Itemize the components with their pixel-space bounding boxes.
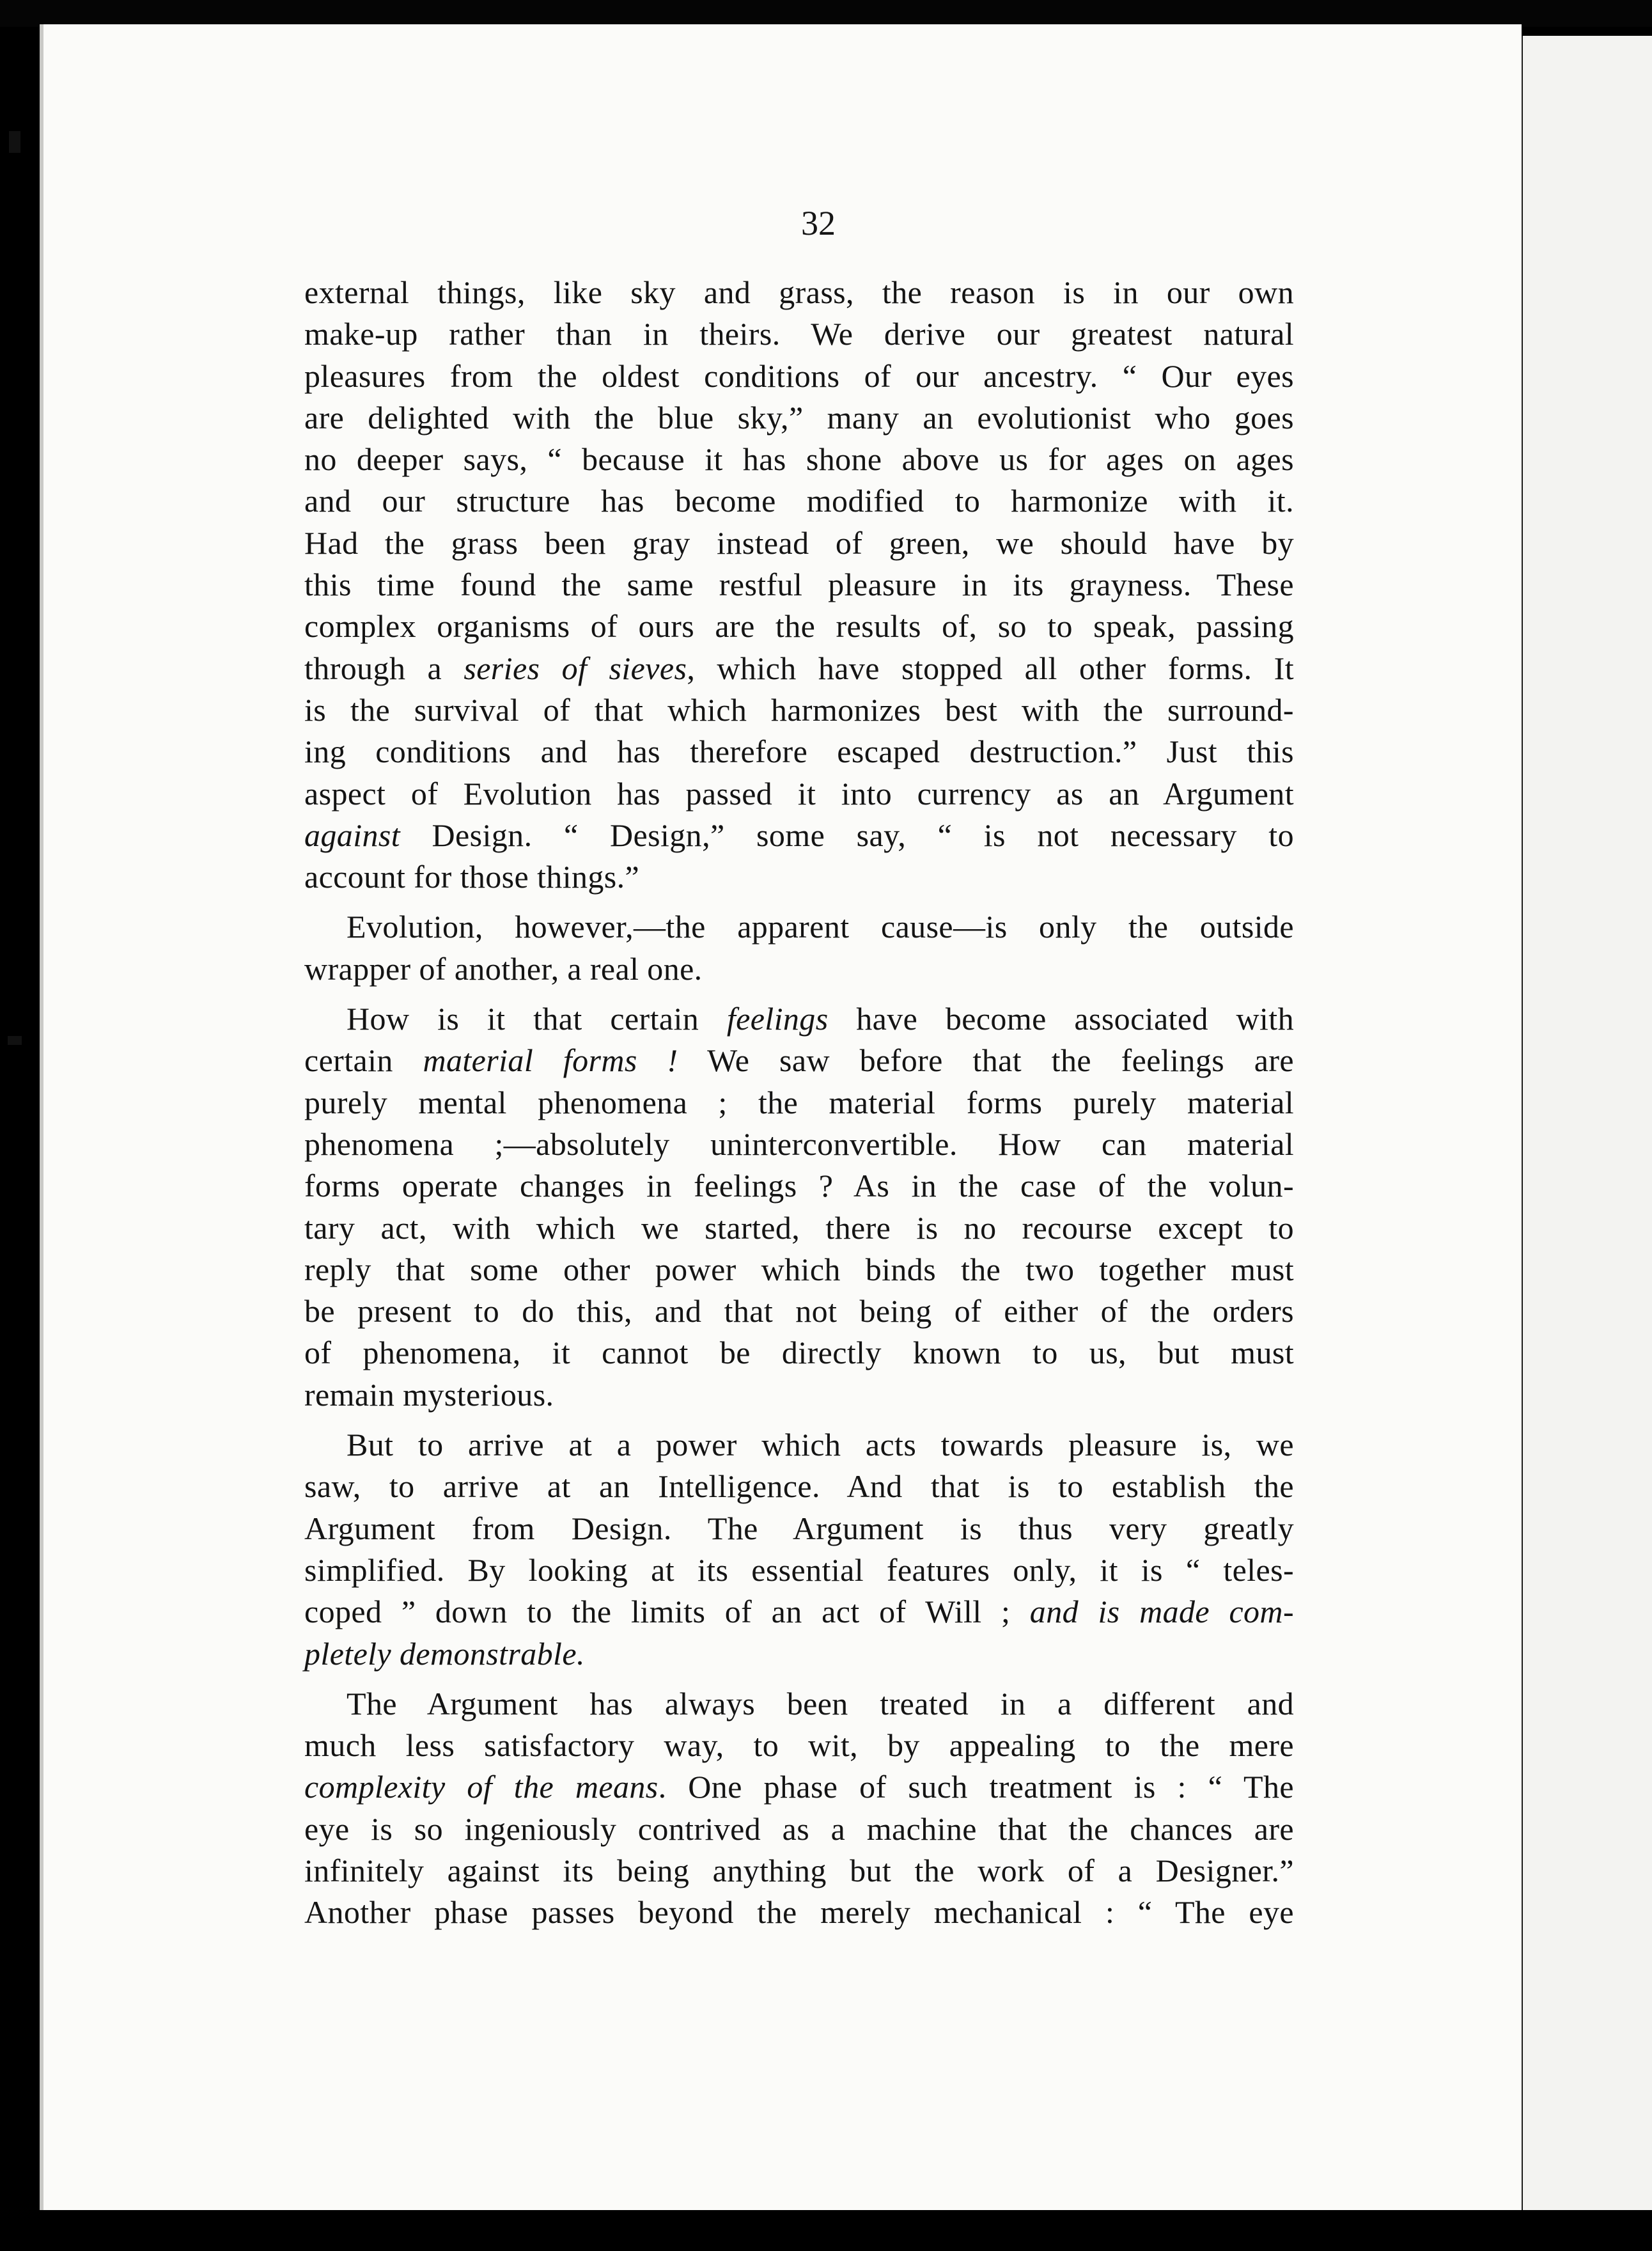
text-line: purely mental phenomena ; the material forms purely material: [304, 1084, 1294, 1120]
text-line: much less satisfactory way, to wit, by appealing to the mere: [304, 1727, 1294, 1764]
text-line: aspect of Evolution has passed it into currency as an Argument: [304, 775, 1294, 812]
italic-phrase: series of sieves: [464, 650, 687, 686]
scan-speck: [8, 1036, 22, 1045]
text-line: are delighted with the blue sky,” many an evolutionist who goes: [304, 399, 1294, 435]
text-line: of phenomena, it cannot be directly known to us, but must: [304, 1335, 1294, 1371]
text-line: ing conditions and has therefore escaped destruction.” Just this: [304, 733, 1294, 770]
text-line: this time found the same restful pleasure in its grayness. These: [304, 567, 1294, 603]
text-line: coped ” down to the limits of an act of Will ; and is made com-: [304, 1594, 1294, 1630]
text-line: external things, like sky and grass, the reason is in our own: [304, 274, 1294, 310]
text-line: How is it that certain feelings have become associated with: [347, 1001, 1294, 1037]
text-line: is the survival of that which harmonizes best with the surround-: [304, 691, 1294, 728]
italic-phrase: feelings: [726, 1001, 829, 1037]
text-line: through a series of sieves, which have stopped all other forms. It: [304, 650, 1295, 686]
text-line: infinitely against its being anything but the work of a Designer.”: [304, 1852, 1294, 1888]
text-line: eye is so ingeniously contrived as a machine that the chances are: [304, 1810, 1294, 1847]
text-line: Another phase passes beyond the merely mechanical : “ The eye: [304, 1894, 1294, 1931]
text-line: certain material forms ! We saw before that the feelings are: [304, 1042, 1294, 1079]
text-line: Argument from Design. The Argument is thus very greatly: [304, 1510, 1294, 1546]
text-line: Had the grass been gray instead of green, we should have by: [304, 524, 1294, 561]
text-line: The Argument has always been treated in a different and: [347, 1685, 1294, 1722]
text-line: no deeper says, “ because it has shone above us for ages on ages: [304, 441, 1294, 478]
text-line: make-up rather than in theirs. We derive our greatest natural: [304, 316, 1294, 352]
scan-top-border: [0, 0, 1652, 27]
text-line: Evolution, however,—the apparent cause—is only the outside: [347, 909, 1294, 945]
page-number: 32: [801, 204, 836, 242]
paragraph: [304, 1683, 1294, 1934]
text-line: reply that some other power which binds the two together must: [304, 1251, 1294, 1287]
paragraph: [304, 906, 1294, 990]
scan-speck: [9, 131, 20, 153]
text-line: against Design. “ Design,” some say, “ is not necessary to: [304, 817, 1294, 853]
italic-phrase: material forms !: [423, 1042, 678, 1079]
text-line: [304, 1633, 1294, 1675]
text-line: But to arrive at a power which acts towards pleasure is, we: [347, 1427, 1294, 1463]
text-line: wrapper of another, a real one.: [304, 950, 703, 987]
italic-phrase: against: [304, 817, 401, 853]
text-line: tary act, with which we started, there is no recourse except to: [304, 1209, 1294, 1246]
text-line: simplified. By looking at its essential features only, it is “ teles-: [304, 1551, 1294, 1588]
body-text: [304, 272, 1294, 1934]
text-line: phenomena ;—absolutely uninterconvertible. How can material: [304, 1126, 1294, 1162]
text-line: and our structure has become modified to harmonize with it.: [304, 483, 1294, 519]
text-line: account for those things.”: [304, 859, 640, 895]
paragraph: [304, 1424, 1294, 1675]
adjacent-page-edge: [1520, 36, 1652, 2210]
text-line: remain mysterious.: [304, 1376, 554, 1413]
text-line: complexity of the means. One phase of such treatment is : “ The: [304, 1769, 1294, 1805]
text-line: forms operate changes in feelings ? As in the case of the volun-: [304, 1168, 1294, 1204]
paragraph: [304, 998, 1294, 1416]
text-line: be present to do this, and that not being of either of the orders: [304, 1293, 1294, 1329]
text-line: pleasures from the oldest conditions of our ancestry. “ Our eyes: [304, 357, 1294, 394]
paragraph: [304, 272, 1294, 898]
scan-bottom-border: [0, 2210, 1652, 2251]
italic-phrase: pletely demonstrable.: [304, 1635, 585, 1672]
text-line: saw, to arrive at an Intelligence. And that is to establish the: [304, 1468, 1294, 1505]
italic-phrase: and is made com-: [1029, 1594, 1294, 1630]
italic-phrase: complexity of the means: [304, 1769, 658, 1805]
text-line: complex organisms of ours are the results of, so to speak, passing: [304, 608, 1294, 645]
